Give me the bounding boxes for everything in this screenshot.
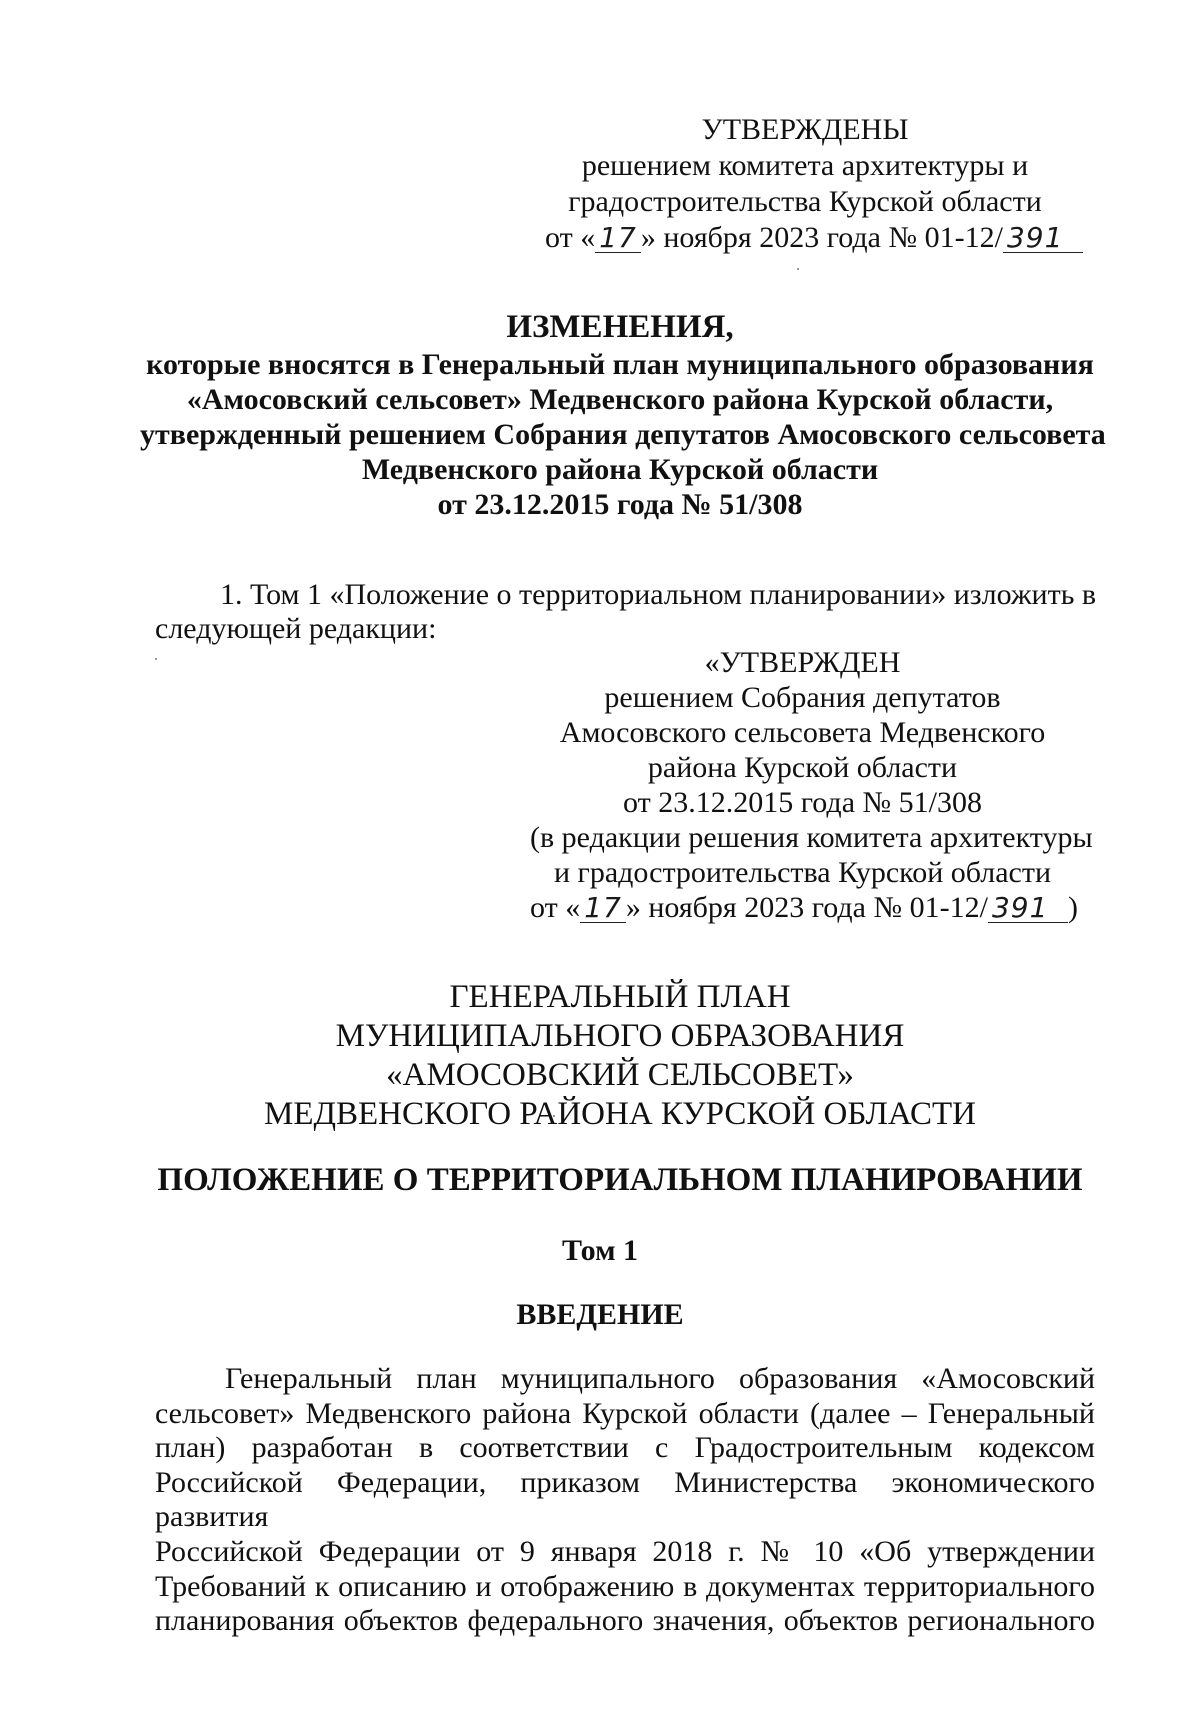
handwritten-day: 17 <box>595 224 641 253</box>
scan-speck <box>797 268 799 270</box>
general-plan-line: ГЕНЕРАЛЬНЫЙ ПЛАН <box>449 979 791 1015</box>
date-middle: » ноября 2023 года № 01-12/ <box>640 221 1003 254</box>
intro-line: Российской Федерации, приказом Министерства экономического развития <box>155 1465 1095 1534</box>
quoted-approval-line: «УТВЕРЖДЕН <box>704 646 901 679</box>
approval-line: градостроительства Курской области <box>568 185 1042 218</box>
quoted-approval-block <box>530 645 1093 925</box>
intro-line: Требований к описанию и отображению в документах территориального <box>155 1569 1095 1603</box>
date-prefix: от « <box>530 891 581 924</box>
intro-line: план) разработан в соответствии с Градостроительным кодексом <box>155 1431 1095 1465</box>
general-plan-line: МЕДВЕНСКОГО РАЙОНА КУРСКОЙ ОБЛАСТИ <box>263 1096 977 1132</box>
date-suffix: ) <box>1067 891 1078 924</box>
date-prefix: от « <box>545 221 596 254</box>
date-middle: » ноября 2023 года № 01-12/ <box>625 891 988 924</box>
intro-paragraph <box>155 1362 1095 1639</box>
changes-line: утвержденный решением Собрания депутатов Амосовского сельсовета <box>140 418 1106 451</box>
approval-date-line <box>545 220 1065 256</box>
handwritten-day: 17 <box>580 894 626 923</box>
intro-heading: ВВЕДЕНИЕ <box>516 1298 684 1331</box>
approval-line: решением комитета архитектуры и <box>581 149 1029 182</box>
changes-line: от 23.12.2015 года № 51/308 <box>437 488 803 521</box>
general-plan-line: МУНИЦИПАЛЬНОГО ОБРАЗОВАНИЯ <box>335 1018 905 1054</box>
quoted-approval-line: района Курской области <box>647 751 958 784</box>
intro-line: сельсовет» Медвенского района Курской области (далее – Генеральный <box>155 1396 1095 1430</box>
handwritten-number: 391 <box>988 894 1068 923</box>
quoted-approval-line: Амосовского сельсовета Медвенского <box>559 716 1046 749</box>
changes-line: «Амосовский сельсовет» Медвенского района Курской области, <box>186 383 1054 416</box>
intro-line: планирования объектов федерального значения, объектов регионального <box>155 1604 1095 1638</box>
general-plan-title <box>150 978 1090 1134</box>
handwritten-number: 391 <box>1003 224 1083 253</box>
changes-title-block <box>140 307 1106 522</box>
quoted-approval-line: от 23.12.2015 года № 51/308 <box>623 786 982 819</box>
changes-line: которые вносятся в Генеральный план муниципального образования <box>146 348 1094 381</box>
intro-line: Российской Федерации от 9 января 2018 г. № 10 «Об утверждении <box>155 1534 1095 1568</box>
changes-line: Медвенского района Курской области <box>361 453 879 486</box>
volume-label: Том 1 <box>561 1234 639 1267</box>
section-title: ПОЛОЖЕНИЕ О ТЕРРИТОРИАЛЬНОМ ПЛАНИРОВАНИИ <box>157 1162 1083 1198</box>
item-1-line: следующей редакции: <box>155 612 437 645</box>
changes-heading: ИЗМЕНЕНИЯ, <box>506 309 734 345</box>
general-plan-line: «АМОСОВСКИЙ СЕЛЬСОВЕТ» <box>386 1057 854 1093</box>
quoted-approval-line: (в редакции решения комитета архитектуры <box>530 821 1093 854</box>
approval-title: УТВЕРЖДЕНЫ <box>701 113 909 146</box>
item-1-line: 1. Том 1 «Положение о территориальном планировании» изложить в <box>220 578 1097 611</box>
item-1-paragraph <box>155 578 1095 646</box>
quoted-approval-line: решением Собрания депутатов <box>604 681 1001 714</box>
intro-line: Генеральный план муниципального образования «Амосовский <box>225 1362 1095 1395</box>
scan-speck <box>155 658 157 660</box>
quoted-approval-date-line <box>530 890 1078 925</box>
quoted-approval-line: и градостроительства Курской области <box>553 856 1052 889</box>
approval-stamp <box>545 112 1065 256</box>
